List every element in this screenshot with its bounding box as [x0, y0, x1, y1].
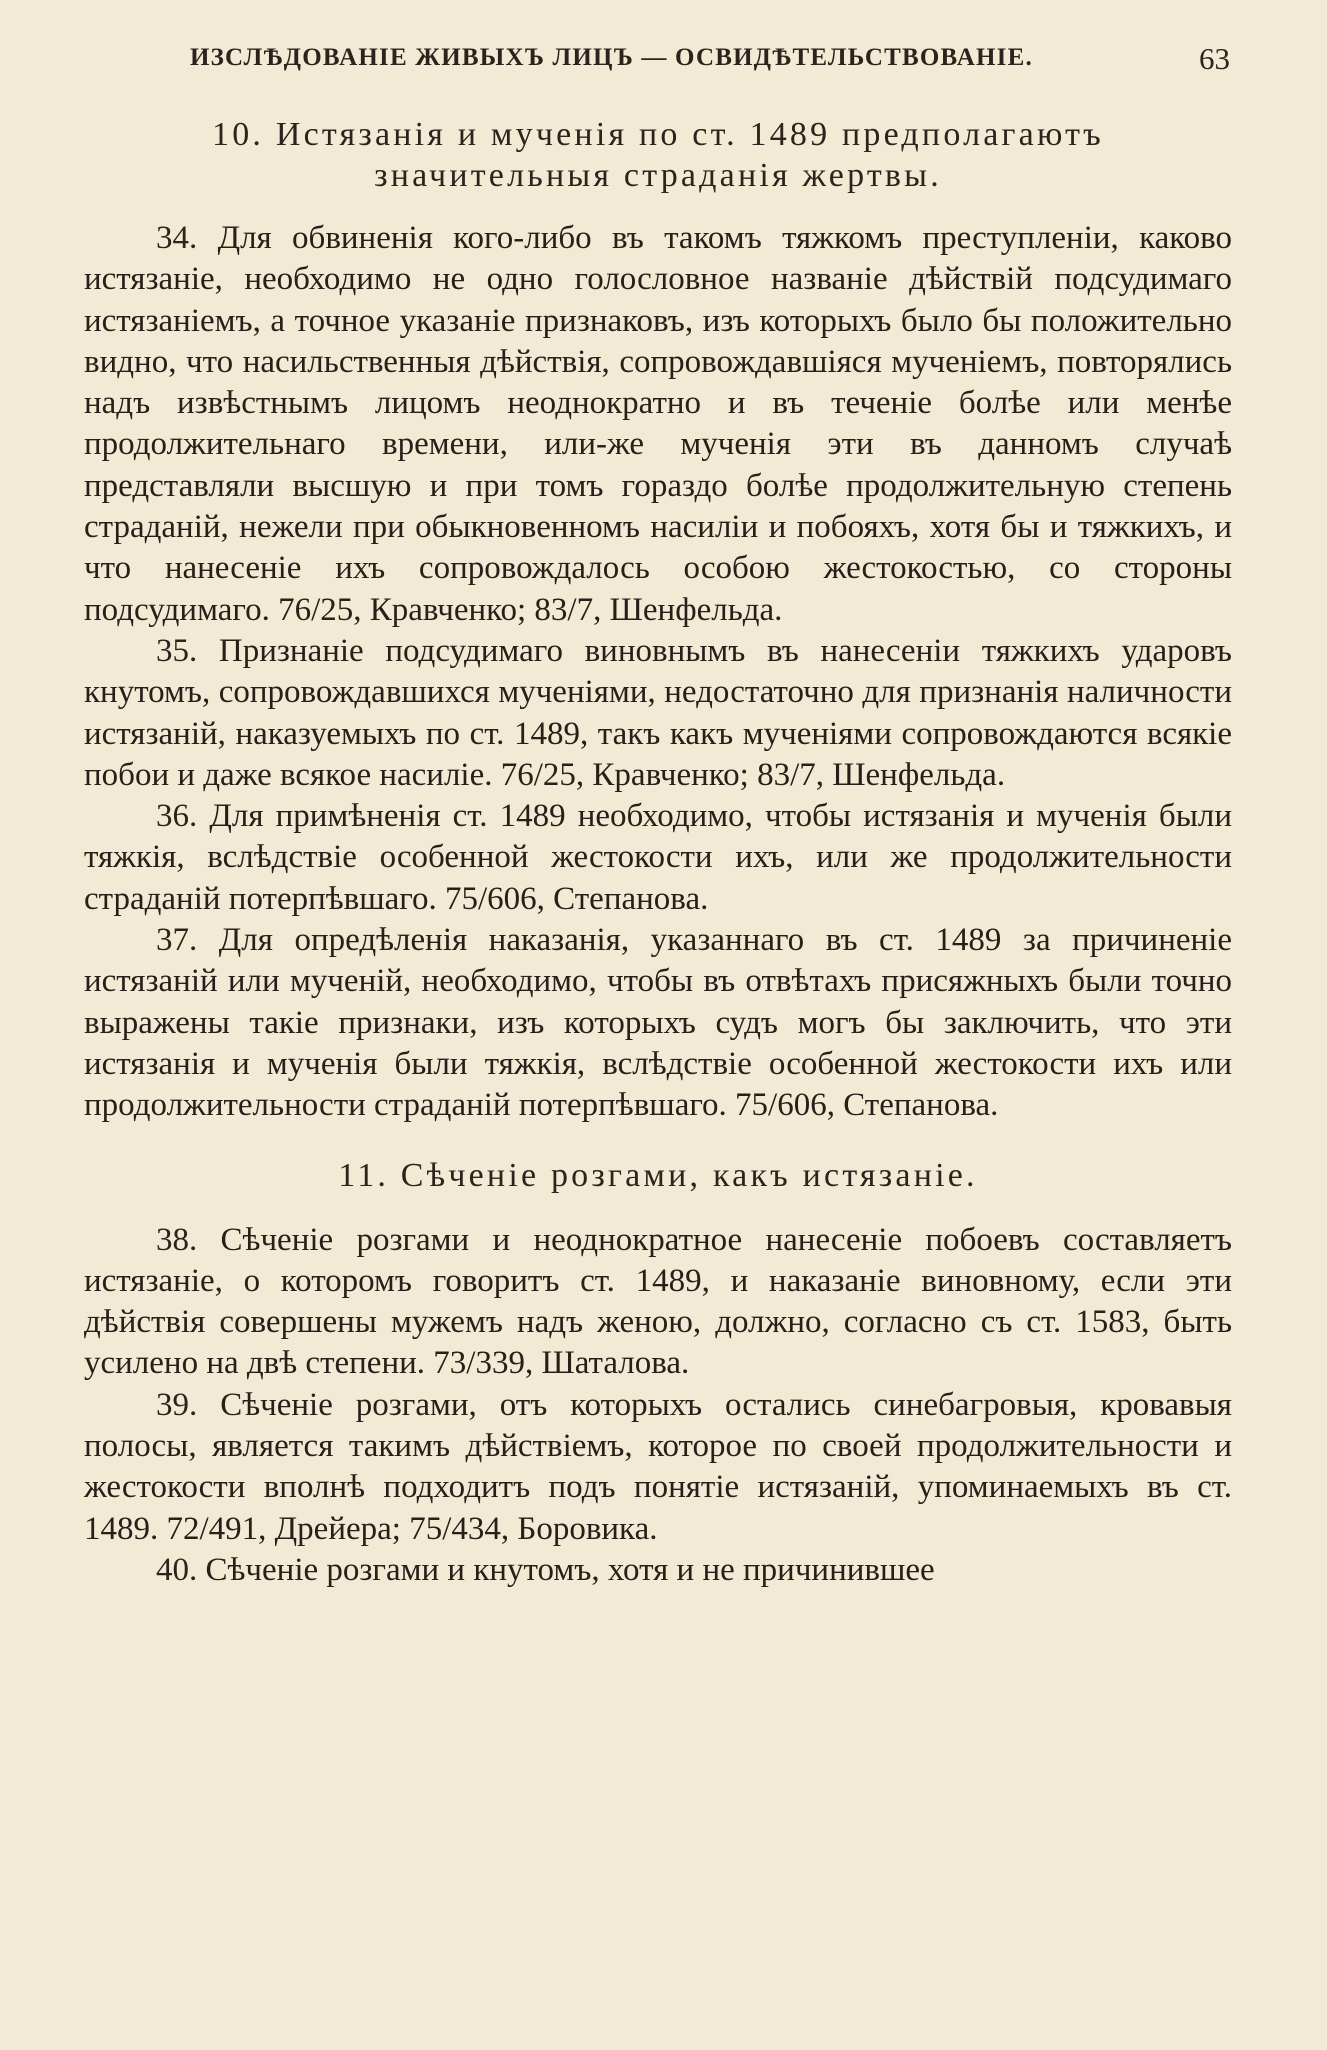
- running-title: ИЗСЛѢДОВАНІЕ ЖИВЫХЪ ЛИЦЪ — ОСВИДѢТЕЛЬСТВОВАНІЕ.: [190, 44, 1033, 71]
- paragraph-39: [84, 1385, 1232, 1550]
- section-heading-10-line-1: 10. Истязанія и мученія по ст. 1489 предполагаютъ: [212, 116, 1104, 153]
- section-heading-10-line-2: значительныя страданія жертвы.: [374, 157, 942, 194]
- paragraph-36-number: 36.: [156, 798, 198, 835]
- paragraph-40: [84, 1550, 1232, 1591]
- paragraph-34: [84, 218, 1232, 631]
- paragraph-35: [84, 631, 1232, 796]
- paragraph-39-number: 39.: [156, 1386, 198, 1423]
- section-heading-11-line-1: 11. Сѣченіе розгами, какъ истязаніе.: [338, 1156, 978, 1194]
- running-head: [190, 41, 1230, 84]
- paragraph-35-number: 35.: [156, 632, 198, 669]
- paragraph-34-text: Для обвиненія кого-либо въ такомъ тяжкомъ преступленіи, каково истязаніе, необходимо не одно голословное названіе дѣйствій подсудимаго истязаніемъ, а точное указаніе признаковъ, изъ которыхъ было бы положительно видно, что насильственныя дѣйствія, сопровождавшіяся мученіемъ, повторялись надъ извѣстнымъ лицомъ неоднократно и въ теченіе болѣе или менѣе продолжительнаго времени, или-же мученія эти въ данномъ случаѣ представляли высшую и при томъ гораздо болѣе продолжительную степень страданій, нежели при обыкновенномъ насиліи и побояхъ, хотя бы и тяжкихъ, и что нанесеніе ихъ сопровождалось особою жестокостью, со стороны подсудимаго. 76/25, Кравченко; 83/7, Шенфельда.: [84, 220, 1232, 628]
- paragraph-37-number: 37.: [156, 922, 198, 959]
- paragraph-40-text: Сѣченіе розгами и кнутомъ, хотя и не причинившее: [205, 1551, 935, 1588]
- paragraph-38: [84, 1220, 1232, 1385]
- paragraph-40-number: 40.: [156, 1551, 198, 1588]
- paragraph-37-text: Для опредѣленія наказанія, указаннаго въ ст. 1489 за причиненіе истязаній или мученій, необходимо, чтобы въ отвѣтахъ присяжныхъ были точно выражены такіе признаки, изъ которыхъ судъ могъ бы заключить, что эти истязанія и мученія были тяжкія, вслѣдствіе особенной жестокости ихъ или продолжительности страданій потерпѣвшаго. 75/606, Степанова.: [84, 922, 1232, 1124]
- paragraph-34-number: 34.: [156, 220, 198, 256]
- paragraph-38-number: 38.: [156, 1221, 198, 1258]
- paragraph-36-text: Для примѣненія ст. 1489 необходимо, чтобы истязанія и мученія были тяжкія, вслѣдствіе особенной жестокости ихъ, или же продолжительности страданій потерпѣвшаго. 75/606, Степанова.: [84, 798, 1232, 917]
- section-heading-10: [84, 114, 1232, 196]
- paragraph-39-text: Сѣченіе розгами, отъ которыхъ остались синебагровыя, кровавыя полосы, является такимъ дѣйствіемъ, которое по своей продолжительности и жестокости вполнѣ подходитъ подъ понятіе истязаній, упоминаемыхъ въ ст. 1489. 72/491, Дрейера; 75/434, Боровика.: [84, 1386, 1232, 1547]
- paragraph-37: [84, 920, 1232, 1126]
- section-heading-11: [84, 1155, 1232, 1196]
- paragraph-36: [84, 796, 1232, 920]
- paragraph-35-text: Признаніе подсудимаго виновнымъ въ нанесеніи тяжкихъ ударовъ кнутомъ, сопровождавшихся мученіями, недостаточно для признанія наличности истязаній, наказуемыхъ по ст. 1489, такъ какъ мученіями сопровождаются всякіе побои и даже всякое насиліе. 76/25, Кравченко; 83/7, Шенфельда.: [84, 632, 1232, 793]
- body-text: [84, 114, 1232, 1591]
- page-number: 63: [1199, 41, 1230, 76]
- paragraph-38-text: Сѣченіе розгами и неоднократное нанесеніе побоевъ составляетъ истязаніе, о которомъ говоритъ ст. 1489, и наказаніе виновному, если эти дѣйствія совершены мужемъ надъ женою, должно, согласно съ ст. 1583, быть усилено на двѣ степени. 73/339, Шаталова.: [84, 1221, 1232, 1382]
